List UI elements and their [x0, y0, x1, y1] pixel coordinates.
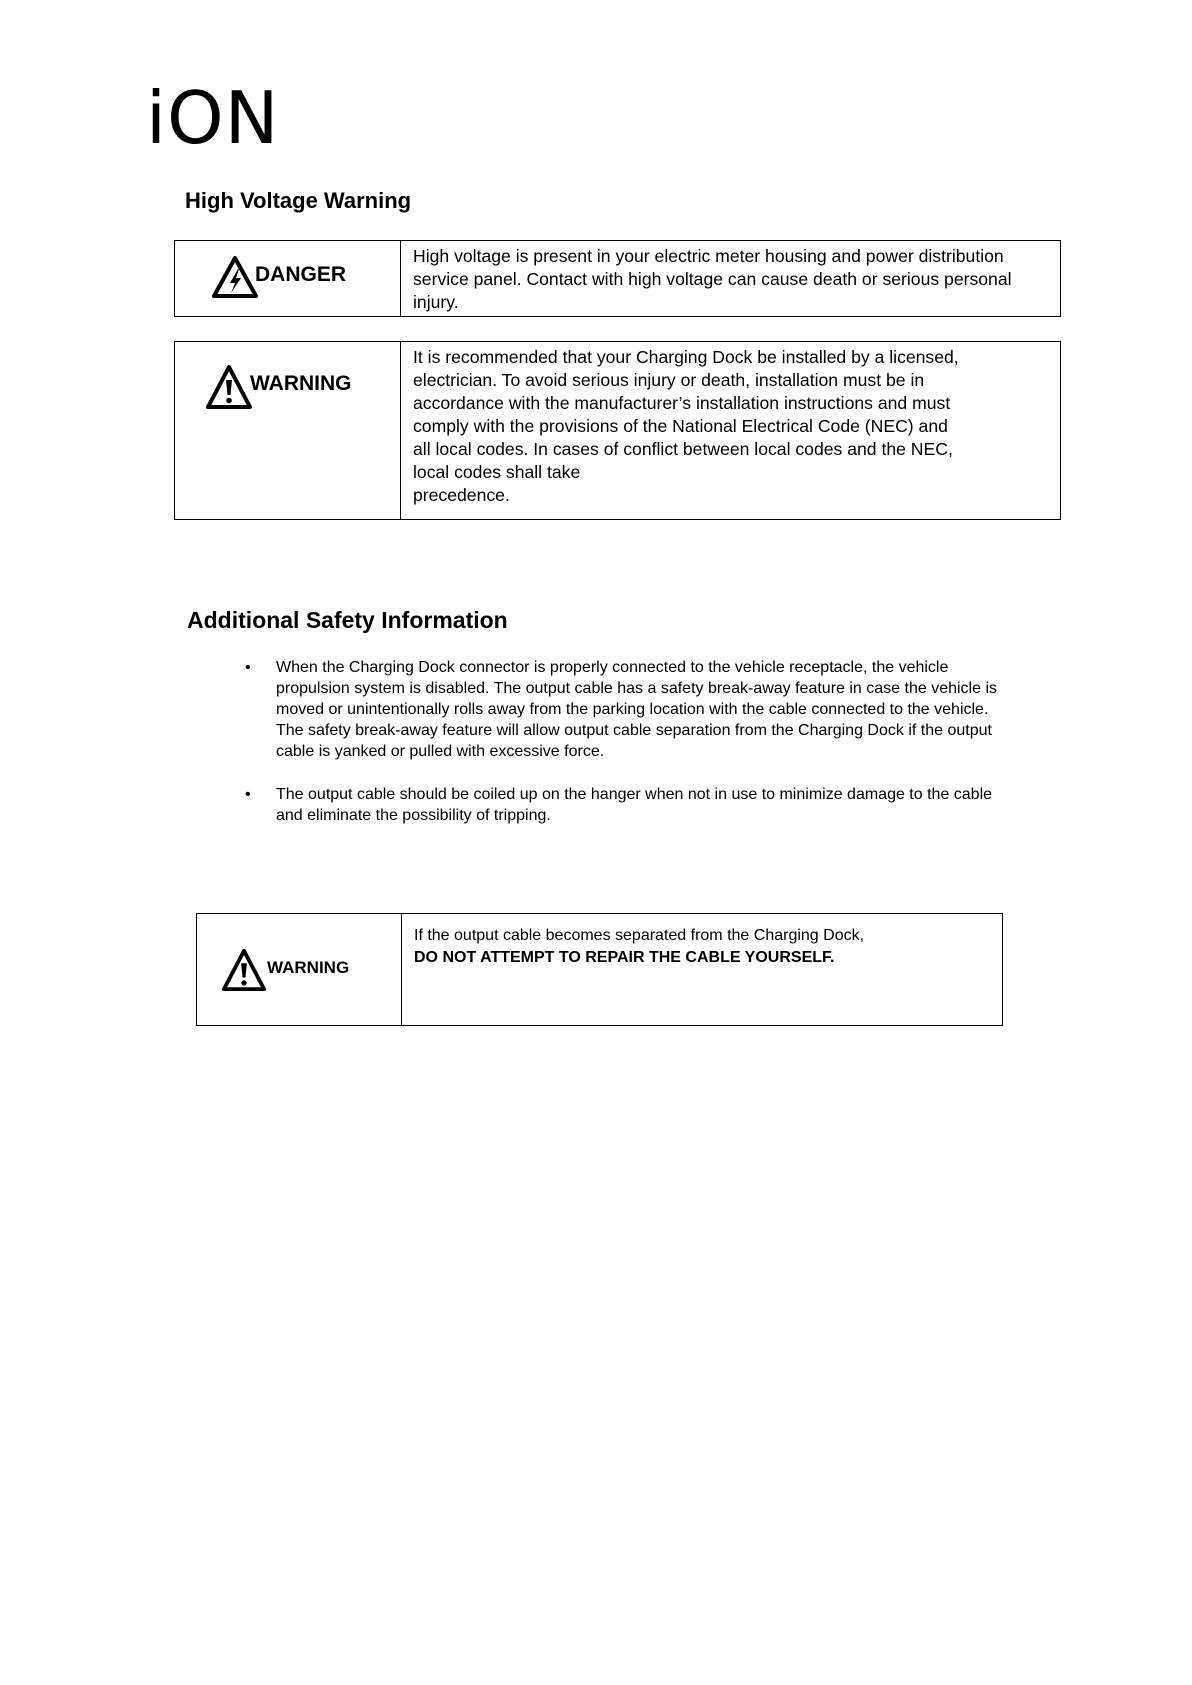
danger-box: [174, 240, 1061, 317]
high-voltage-triangle-icon: [211, 255, 259, 299]
warning-line: precedence.: [413, 485, 510, 505]
additional-safety-heading: Additional Safety Information: [187, 607, 508, 633]
danger-text: High voltage is present in your electric meter housing and power distribution service panel. Contact with high voltage can cause death or serious personal injury.: [413, 246, 1012, 312]
warning-box-cable: [196, 913, 1003, 1026]
bullet-text: When the Charging Dock connector is properly connected to the vehicle receptacle, the vehicle propulsion system is disabled. The output cable has a safety break-away feature in case the vehicle is moved or unintentionally rolls away from the parking location with the cable connected to the vehicle. The safety break-away feature will allow output cable separation from the Charging Dock if the output cable is yanked or pulled with excessive force.: [276, 659, 997, 760]
warning-line-emphasis: DO NOT ATTEMPT TO REPAIR THE CABLE YOURSELF.: [414, 949, 835, 966]
warning-text-cable: [402, 914, 1002, 1025]
high-voltage-heading: High Voltage Warning: [185, 188, 412, 213]
list-item: [240, 784, 1000, 826]
warning-text-installation: [401, 342, 1060, 519]
warning-line: comply with the provisions of the National Electrical Code (NEC) and: [413, 416, 948, 436]
safety-bullet-list: [240, 657, 1000, 848]
bullet-icon: •: [245, 659, 251, 676]
ion-logo: iON: [146, 76, 280, 160]
warning-line: local codes shall take: [413, 462, 581, 482]
danger-label: DANGER: [255, 263, 347, 286]
warning-line: It is recommended that your Charging Dock be installed by a licensed,: [413, 347, 959, 367]
warning-line: electrician. To avoid serious injury or death, installation must be in: [413, 370, 925, 390]
warning-line: all local codes. In cases of conflict between local codes and the NEC,: [413, 439, 953, 459]
warning-label: WARNING: [250, 372, 352, 395]
exclamation-triangle-icon: [205, 364, 253, 410]
warning-line: accordance with the manufacturer’s installation instructions and must: [413, 393, 951, 413]
warning-line: If the output cable becomes separated from the Charging Dock,: [414, 927, 865, 944]
warning-box-installation: [174, 341, 1061, 520]
bullet-icon: •: [245, 786, 251, 803]
warning-signal-cell: [175, 342, 401, 519]
warning-signal-cell: [197, 914, 402, 1025]
bullet-text: The output cable should be coiled up on the hanger when not in use to minimize damage to the cable and eliminate the possibility of tripping.: [276, 786, 993, 824]
list-item: [240, 657, 1000, 762]
warning-label: WARNING: [267, 958, 350, 977]
danger-signal-cell: [175, 241, 401, 316]
exclamation-triangle-icon: [221, 948, 267, 992]
